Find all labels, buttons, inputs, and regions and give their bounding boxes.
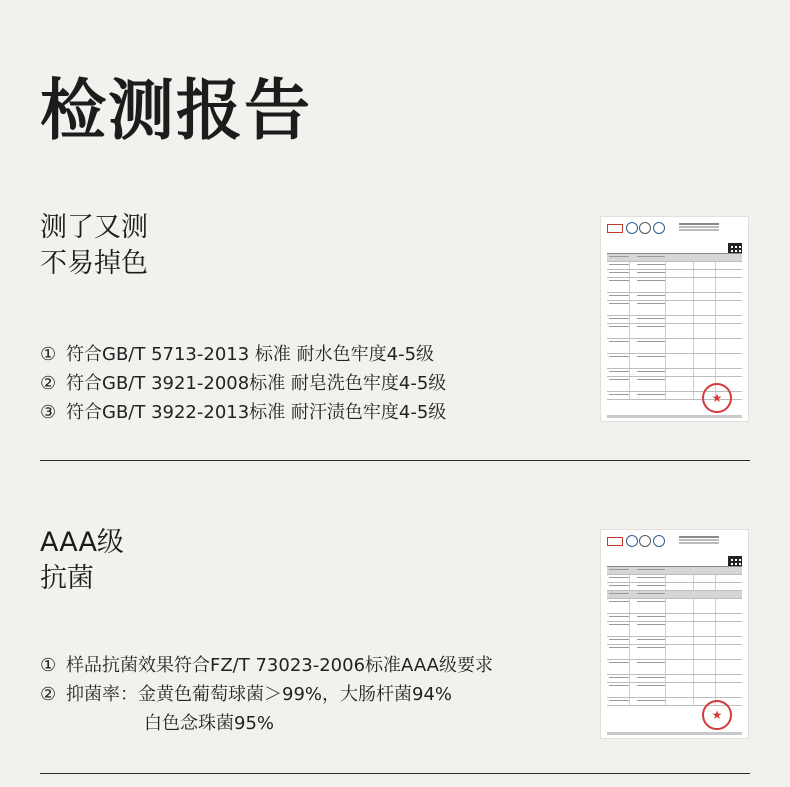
- item-text: 抑菌率：金黄色葡萄球菌＞99%，大肠杆菌94%: [66, 684, 453, 705]
- item-text: 样品抗菌效果符合FZ/T 73023-2006标准AAA级要求: [66, 655, 493, 676]
- certification-logo-icon: [626, 222, 638, 234]
- report-header: [601, 530, 748, 552]
- section-heading-line-2: 不易掉色: [40, 248, 148, 279]
- section-heading-line-1: 测了又测: [40, 212, 148, 243]
- report-table: [607, 566, 742, 706]
- list-item: [40, 340, 446, 369]
- certification-logo-icon: [626, 535, 638, 547]
- item-number: ②: [40, 373, 57, 394]
- report-table: [607, 253, 742, 400]
- section-divider: [40, 773, 750, 774]
- lab-name-block: [679, 536, 719, 538]
- page-title: 检测报告: [40, 72, 312, 149]
- certification-logo-icon: [639, 535, 651, 547]
- item-number: ②: [40, 684, 57, 705]
- test-report-image: [600, 216, 749, 422]
- feature-list: [40, 651, 493, 738]
- test-report-image: [600, 529, 749, 739]
- certification-logo-icon: [639, 222, 651, 234]
- section-heading-line-1: AAA级: [40, 527, 124, 558]
- list-item: [40, 680, 493, 709]
- cma-logo-icon: [607, 537, 623, 546]
- certification-logo-icon: [653, 535, 665, 547]
- item-number: ③: [40, 402, 57, 423]
- official-seal-icon: ★: [702, 700, 732, 730]
- list-item: [40, 398, 446, 427]
- item-text: 符合GB/T 5713-2013 标准 耐水色牢度4-5级: [66, 344, 435, 365]
- section-divider: [40, 460, 750, 461]
- certification-logo-icon: [653, 222, 665, 234]
- list-item-continuation: 白色念珠菌95%: [144, 713, 275, 734]
- cma-logo-icon: [607, 224, 623, 233]
- item-text: 符合GB/T 3922-2013标准 耐汗渍色牢度4-5级: [66, 402, 447, 423]
- report-header: [601, 217, 748, 239]
- item-text: 符合GB/T 3921-2008标准 耐皂洗色牢度4-5级: [66, 373, 447, 394]
- feature-list: [40, 340, 446, 427]
- item-number: ①: [40, 655, 57, 676]
- list-item: [40, 651, 493, 680]
- official-seal-icon: ★: [702, 383, 732, 413]
- list-item: [40, 369, 446, 398]
- lab-name-block: [679, 223, 719, 225]
- section-heading-line-2: 抗菌: [40, 563, 94, 594]
- item-number: ①: [40, 344, 57, 365]
